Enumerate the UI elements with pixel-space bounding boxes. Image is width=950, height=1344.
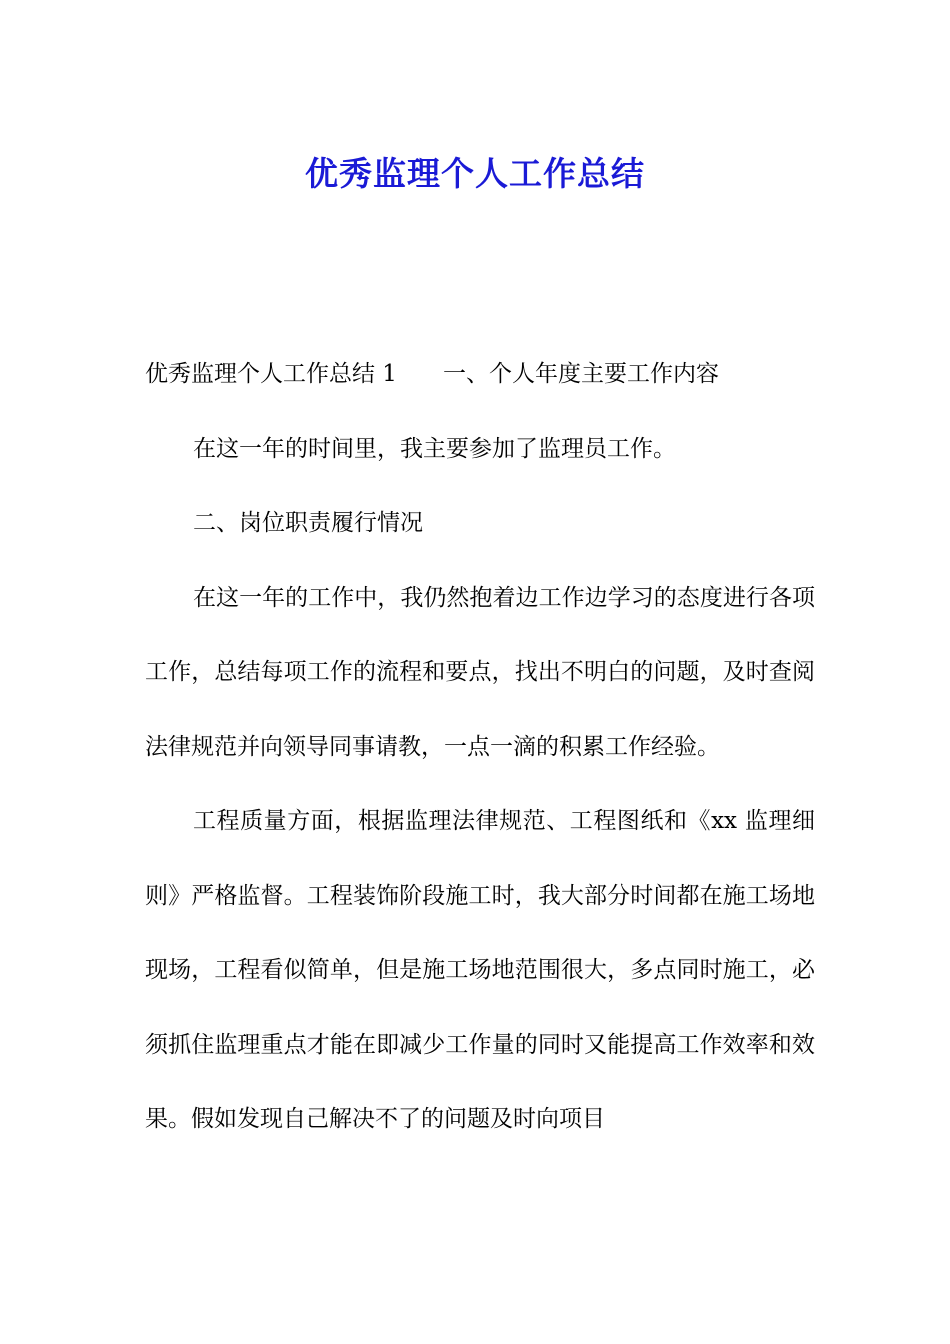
first-line (145, 337, 815, 412)
section-two-heading: 二、岗位职责履行情况 (193, 510, 423, 536)
document-title: 优秀监理个人工作总结 (305, 154, 645, 194)
paragraph-2: 在这一年的工作中，我仍然抱着边工作边学习的态度进行各项工作，总结每项工作的流程和要点，找出不明白的问题，及时查阅法律规范并向领导同事请教，一点一滴的积累工作经验。 (145, 584, 815, 760)
document-body (145, 337, 815, 1157)
section-one-heading: 一、个人年度主要工作内容 (442, 361, 719, 387)
paragraph-3: 工程质量方面，根据监理法律规范、工程图纸和《xx 监理细则》严格监督。工程装饰阶段施工时，我大部分时间都在施工场地现场，工程看似简单，但是施工场地范围很大，多点同时施工，必须抓住监理重点才能在即减少工作量的同时又能提高工作效率和效果。假如发现自己解决不了的问题及时向项目 (145, 808, 815, 1132)
article-heading: 优秀监理个人工作总结 1 (145, 361, 397, 387)
paragraph-1: 在这一年的时间里，我主要参加了监理员工作。 (193, 435, 676, 462)
